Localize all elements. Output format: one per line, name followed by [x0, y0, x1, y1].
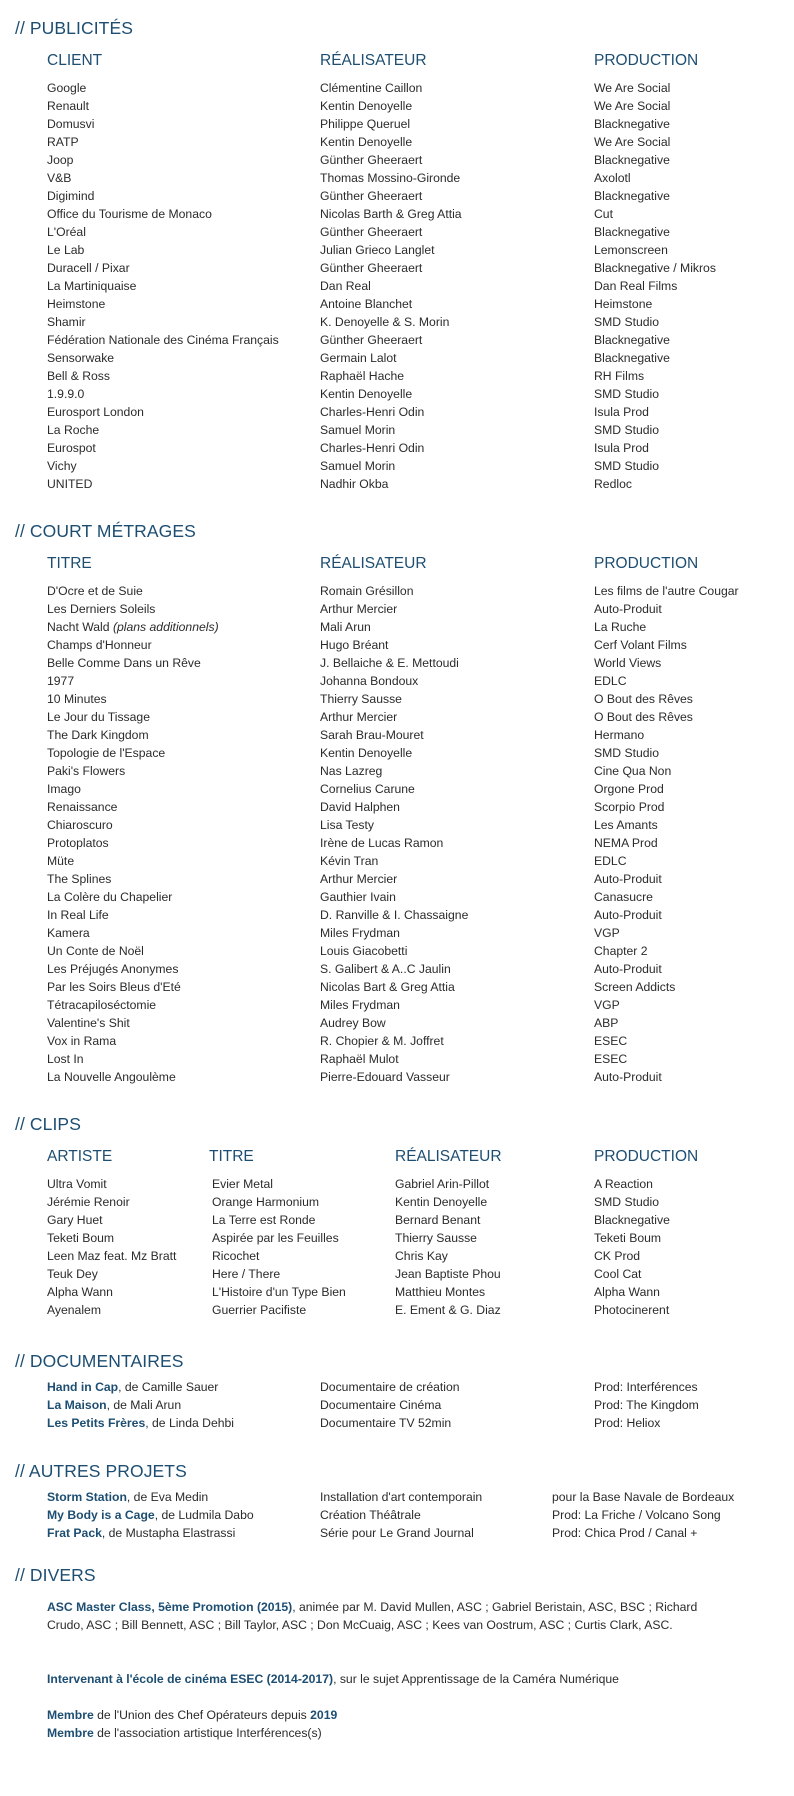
list-item: J. Bellaiche & E. Mettoudi	[320, 656, 459, 670]
list-item: Protoplatos	[47, 836, 109, 850]
list-item: We Are Social	[594, 99, 671, 113]
list-item: Germain Lalot	[320, 351, 397, 365]
list-item: UNITED	[47, 477, 93, 491]
docs-names	[47, 1378, 234, 1432]
list-item: Hugo Bréant	[320, 638, 389, 652]
list-item: Blacknegative / Mikros	[594, 261, 716, 275]
list-item: Lemonscreen	[594, 243, 668, 257]
pub-directors	[320, 79, 462, 493]
list-item: Axolotl	[594, 171, 631, 185]
clips-titles	[212, 1175, 346, 1319]
list-item: 10 Minutes	[47, 692, 107, 706]
list-item: SMD Studio	[594, 459, 660, 473]
list-item: Canasucre	[594, 890, 653, 904]
list-item: Ayenalem	[47, 1303, 101, 1317]
list-item: Chapter 2	[594, 944, 648, 958]
list-item: Un Conte de Noël	[47, 944, 144, 958]
list-item: Gary Huet	[47, 1213, 103, 1227]
list-item: Raphaël Mulot	[320, 1052, 399, 1066]
list-item: Google	[47, 81, 87, 95]
autre-row: My Body is a Cage, de Ludmila Dabo	[47, 1508, 254, 1522]
list-item: Par les Soirs Bleus d'Eté	[47, 980, 181, 994]
list-item: Blacknegative	[594, 117, 670, 131]
list-item: SMD Studio	[594, 315, 660, 329]
pub-header-client: CLIENT	[47, 52, 103, 69]
court-titles	[47, 582, 219, 1086]
list-item: Antoine Blanchet	[320, 297, 413, 311]
clips-artists	[47, 1175, 176, 1319]
list-item: Günther Gheeraert	[320, 261, 423, 275]
list-item: Audrey Bow	[320, 1016, 386, 1030]
pub-header-realisateur: RÉALISATEUR	[320, 52, 427, 69]
list-item: Joop	[47, 153, 74, 167]
list-item: Nacht Wald (plans additionnels)	[47, 620, 219, 634]
list-item: Champs d'Honneur	[47, 638, 152, 652]
list-item: La Martiniquaise	[47, 279, 137, 293]
list-item: Sensorwake	[47, 351, 115, 365]
list-item: Auto-Produit	[594, 908, 662, 922]
list-item: VGP	[594, 998, 620, 1012]
list-item: Orange Harmonium	[212, 1195, 320, 1209]
list-item: NEMA Prod	[594, 836, 658, 850]
list-item: Guerrier Pacifiste	[212, 1303, 307, 1317]
list-item: Kamera	[47, 926, 90, 940]
list-item: Kévin Tran	[320, 854, 379, 868]
list-item: Bell & Ross	[47, 369, 110, 383]
list-item: Günther Gheeraert	[320, 189, 423, 203]
list-item: Matthieu Montes	[395, 1285, 486, 1299]
list-item: Günther Gheeraert	[320, 153, 423, 167]
list-item: Nicolas Bart & Greg Attia	[320, 980, 455, 994]
clips-header-titre: TITRE	[209, 1148, 254, 1165]
list-item: RH Films	[594, 369, 645, 383]
list-item: Redloc	[594, 477, 632, 491]
divers-esec-paragraph: Intervenant à l'école de cinéma ESEC (2014-2017), sur le sujet Apprentissage de la Caméra Numérique	[47, 1672, 619, 1686]
divers-asc-paragraph: ASC Master Class, 5ème Promotion (2015), animée par M. David Mullen, ASC ; Gabriel Beristain, ASC, BSC ; Richard Crudo, ASC ; Bill Bennett, ASC ; Bill Taylor, ASC ; Don McCuaig, ASC ; Kees van Oostrum, ASC ; Curtis Clark, ASC.	[47, 1600, 698, 1632]
list-item: VGP	[594, 926, 620, 940]
list-item: SMD Studio	[594, 387, 660, 401]
list-item: Bernard Benant	[395, 1213, 481, 1227]
doc-row: Hand in Cap, de Camille Sauer	[47, 1380, 219, 1394]
list-item: Shamir	[47, 315, 86, 329]
section-title-court-metrages: // COURT MÉTRAGES	[15, 521, 196, 541]
list-item: Blacknegative	[594, 1213, 670, 1227]
list-item: Vichy	[47, 459, 77, 473]
list-item: Raphaël Hache	[320, 369, 405, 383]
list-item: Dan Real Films	[594, 279, 678, 293]
list-item: Dan Real	[320, 279, 371, 293]
pub-header-production: PRODUCTION	[594, 52, 699, 69]
list-item: Arthur Mercier	[320, 602, 398, 616]
list-item: Lisa Testy	[320, 818, 374, 832]
list-item: Renault	[47, 99, 90, 113]
list-item: World Views	[594, 656, 662, 670]
list-item: D'Ocre et de Suie	[47, 584, 143, 598]
clips-header-artiste: ARTISTE	[47, 1148, 113, 1165]
list-item: Cut	[594, 207, 613, 221]
list-item: Alpha Wann	[47, 1285, 113, 1299]
list-item: Blacknegative	[594, 153, 670, 167]
list-item: Valentine's Shit	[47, 1016, 130, 1030]
list-item: Charles-Henri Odin	[320, 441, 425, 455]
clips-header-production: PRODUCTION	[594, 1148, 699, 1165]
list-item: Isula Prod	[594, 405, 649, 419]
list-item: Günther Gheeraert	[320, 225, 423, 239]
list-item: L'Oréal	[47, 225, 86, 239]
list-item: SMD Studio	[594, 1195, 660, 1209]
court-header-production: PRODUCTION	[594, 555, 699, 572]
list-item: In Real Life	[47, 908, 109, 922]
list-item: Pierre-Edouard Vasseur	[320, 1070, 450, 1084]
list-item: Les Préjugés Anonymes	[47, 962, 179, 976]
list-item: ESEC	[594, 1034, 628, 1048]
list-item: R. Chopier & M. Joffret	[320, 1034, 444, 1048]
list-item: Teuk Dey	[47, 1267, 98, 1281]
list-item: O Bout des Rêves	[594, 710, 693, 724]
list-item: S. Galibert & A..C Jaulin	[320, 962, 451, 976]
section-title-publicites: // PUBLICITÉS	[15, 18, 133, 38]
list-item: Kentin Denoyelle	[320, 387, 413, 401]
section-title-clips: // CLIPS	[15, 1114, 81, 1134]
list-item: Lost In	[47, 1052, 84, 1066]
list-item: Fédération Nationale des Cinéma Français	[47, 333, 279, 347]
list-item: Clémentine Caillon	[320, 81, 423, 95]
list-item: Auto-Produit	[594, 602, 662, 616]
list-item: Photocinerent	[594, 1303, 670, 1317]
list-item: Hermano	[594, 728, 645, 742]
list-item: Cool Cat	[594, 1267, 642, 1281]
list-item: Les Amants	[594, 818, 658, 832]
list-item: Le Lab	[47, 243, 85, 257]
list-item: Günther Gheeraert	[320, 333, 423, 347]
list-item: RATP	[47, 135, 79, 149]
list-item: Kentin Denoyelle	[320, 746, 413, 760]
list-item: Aspirée par les Feuilles	[212, 1231, 339, 1245]
list-item: Ultra Vomit	[47, 1177, 107, 1191]
list-item: SMD Studio	[594, 746, 660, 760]
section-title-autres-projets: // AUTRES PROJETS	[15, 1461, 187, 1481]
list-item: Blacknegative	[594, 351, 670, 365]
list-item: Scorpio Prod	[594, 800, 665, 814]
list-item: Screen Addicts	[594, 980, 676, 994]
list-item: O Bout des Rêves	[594, 692, 693, 706]
list-item: Domusvi	[47, 117, 95, 131]
list-item: Johanna Bondoux	[320, 674, 419, 688]
list-item: Eurosport London	[47, 405, 144, 419]
list-item: La Roche	[47, 423, 100, 437]
list-item: Nadhir Okba	[320, 477, 389, 491]
doc-row: Les Petits Frères, de Linda Dehbi	[47, 1416, 234, 1430]
list-item: Miles Frydman	[320, 998, 400, 1012]
list-item: Thomas Mossino-Gironde	[320, 171, 461, 185]
autre-row: Storm Station, de Eva Medin	[47, 1490, 209, 1504]
list-item: Digimind	[47, 189, 95, 203]
autres-names	[47, 1488, 254, 1542]
list-item: Isula Prod	[594, 441, 649, 455]
section-title-documentaires: // DOCUMENTAIRES	[15, 1351, 184, 1371]
list-item: Evier Metal	[212, 1177, 273, 1191]
list-item: Cerf Volant Films	[594, 638, 687, 652]
list-item: Sarah Brau-Mouret	[320, 728, 424, 742]
list-item: A Reaction	[594, 1177, 653, 1191]
list-item: Gauthier Ivain	[320, 890, 396, 904]
court-header-realisateur: RÉALISATEUR	[320, 555, 427, 572]
list-item: Heimstone	[47, 297, 106, 311]
list-item: Kentin Denoyelle	[320, 135, 413, 149]
list-item: David Halphen	[320, 800, 400, 814]
list-item: La Terre est Ronde	[212, 1213, 316, 1227]
list-item: Leen Maz feat. Mz Bratt	[47, 1249, 177, 1263]
divers-membre-union: Membre de l'Union des Chef Opérateurs depuis 2019	[47, 1708, 338, 1722]
autres-prods: pour la Base Navale de Bordeaux Prod: La Friche / Volcano Song Prod: Chica Prod / Canal +	[552, 1490, 735, 1540]
nacht-wald-note: (plans additionnels)	[112, 620, 219, 634]
list-item: Blacknegative	[594, 189, 670, 203]
list-item: CK Prod	[594, 1249, 641, 1263]
list-item: Alpha Wann	[594, 1285, 660, 1299]
list-item: La Nouvelle Angoulème	[47, 1070, 176, 1084]
list-item: EDLC	[594, 854, 627, 868]
list-item: Les films de l'autre Cougar	[594, 584, 739, 598]
list-item: Jérémie Renoir	[47, 1195, 130, 1209]
list-item: Thierry Sausse	[320, 692, 402, 706]
list-item: L'Histoire d'un Type Bien	[212, 1285, 346, 1299]
list-item: EDLC	[594, 674, 627, 688]
list-item: Office du Tourisme de Monaco	[47, 207, 212, 221]
list-item: Samuel Morin	[320, 423, 396, 437]
list-item: 1.9.9.0	[47, 387, 85, 401]
list-item: We Are Social	[594, 81, 671, 95]
list-item: Le Jour du Tissage	[47, 710, 150, 724]
list-item: Miles Frydman	[320, 926, 400, 940]
list-item: Julian Grieco Langlet	[320, 243, 435, 257]
list-item: Teketi Boum	[594, 1231, 662, 1245]
list-item: Cornelius Carune	[320, 782, 415, 796]
list-item: Auto-Produit	[594, 872, 662, 886]
section-title-divers: // DIVERS	[15, 1565, 96, 1585]
list-item: Cine Qua Non	[594, 764, 672, 778]
list-item: Philippe Queruel	[320, 117, 411, 131]
court-directors	[320, 582, 468, 1086]
list-item: Blacknegative	[594, 225, 670, 239]
list-item: Louis Giacobetti	[320, 944, 408, 958]
list-item: Vox in Rama	[47, 1034, 117, 1048]
list-item: Thierry Sausse	[395, 1231, 477, 1245]
list-item: Here / There	[212, 1267, 281, 1281]
list-item: Chris Kay	[395, 1249, 448, 1263]
list-item: D. Ranville & I. Chassaigne	[320, 908, 469, 922]
list-item: The Splines	[47, 872, 112, 886]
autre-row: Frat Pack, de Mustapha Elastrassi	[47, 1526, 236, 1540]
list-item: 1977	[47, 674, 75, 688]
list-item: V&B	[47, 171, 72, 185]
list-item: Nas Lazreg	[320, 764, 383, 778]
list-item: Nicolas Barth & Greg Attia	[320, 207, 462, 221]
list-item: Kentin Denoyelle	[320, 99, 413, 113]
list-item: ESEC	[594, 1052, 628, 1066]
list-item: Blacknegative	[594, 333, 670, 347]
list-item: Irène de Lucas Ramon	[320, 836, 444, 850]
list-item: Belle Comme Dans un Rêve	[47, 656, 201, 670]
list-item: E. Ement & G. Diaz	[395, 1303, 501, 1317]
list-item: La Colère du Chapelier	[47, 890, 173, 904]
list-item: Chiaroscuro	[47, 818, 113, 832]
clips-directors	[395, 1175, 501, 1319]
list-item: Charles-Henri Odin	[320, 405, 425, 419]
list-item: Gabriel Arin-Pillot	[395, 1177, 490, 1191]
clips-header-realisateur: RÉALISATEUR	[395, 1148, 502, 1165]
list-item: Jean Baptiste Phou	[395, 1267, 501, 1281]
pub-productions	[594, 79, 716, 493]
list-item: Auto-Produit	[594, 1070, 662, 1084]
pub-clients	[47, 79, 279, 493]
list-item: Samuel Morin	[320, 459, 396, 473]
list-item: ABP	[594, 1016, 619, 1030]
doc-row: La Maison, de Mali Arun	[47, 1398, 182, 1412]
list-item: K. Denoyelle & S. Morin	[320, 315, 450, 329]
list-item: Arthur Mercier	[320, 710, 398, 724]
docs-types: Documentaire de création Documentaire Cinéma Documentaire TV 52min	[320, 1380, 460, 1430]
divers-membre-interferences: Membre de l'association artistique Interférences(s)	[47, 1726, 322, 1740]
list-item: Müte	[47, 854, 75, 868]
list-item: Renaissance	[47, 800, 118, 814]
list-item: Orgone Prod	[594, 782, 664, 796]
list-item: Les Derniers Soleils	[47, 602, 156, 616]
list-item: SMD Studio	[594, 423, 660, 437]
list-item: Heimstone	[594, 297, 653, 311]
list-item: Imago	[47, 782, 81, 796]
list-item: Duracell / Pixar	[47, 261, 130, 275]
list-item: Mali Arun	[320, 620, 371, 634]
list-item: Topologie de l'Espace	[47, 746, 166, 760]
autres-types: Installation d'art contemporain Création Théâtrale Série pour Le Grand Journal	[320, 1490, 483, 1540]
list-item: Arthur Mercier	[320, 872, 398, 886]
court-header-titre: TITRE	[47, 555, 92, 572]
list-item: Teketi Boum	[47, 1231, 115, 1245]
list-item: We Are Social	[594, 135, 671, 149]
list-item: Tétracapiloséctomie	[47, 998, 157, 1012]
court-productions	[594, 582, 739, 1086]
list-item: Paki's Flowers	[47, 764, 126, 778]
list-item: The Dark Kingdom	[47, 728, 149, 742]
clips-productions	[594, 1175, 670, 1319]
docs-prods: Prod: Interférences Prod: The Kingdom Prod: Heliox	[594, 1380, 699, 1430]
list-item: Eurospot	[47, 441, 96, 455]
list-item: Kentin Denoyelle	[395, 1195, 488, 1209]
list-item: Romain Grésillon	[320, 584, 414, 598]
list-item: La Ruche	[594, 620, 647, 634]
list-item: Auto-Produit	[594, 962, 662, 976]
list-item: Ricochet	[212, 1249, 260, 1263]
